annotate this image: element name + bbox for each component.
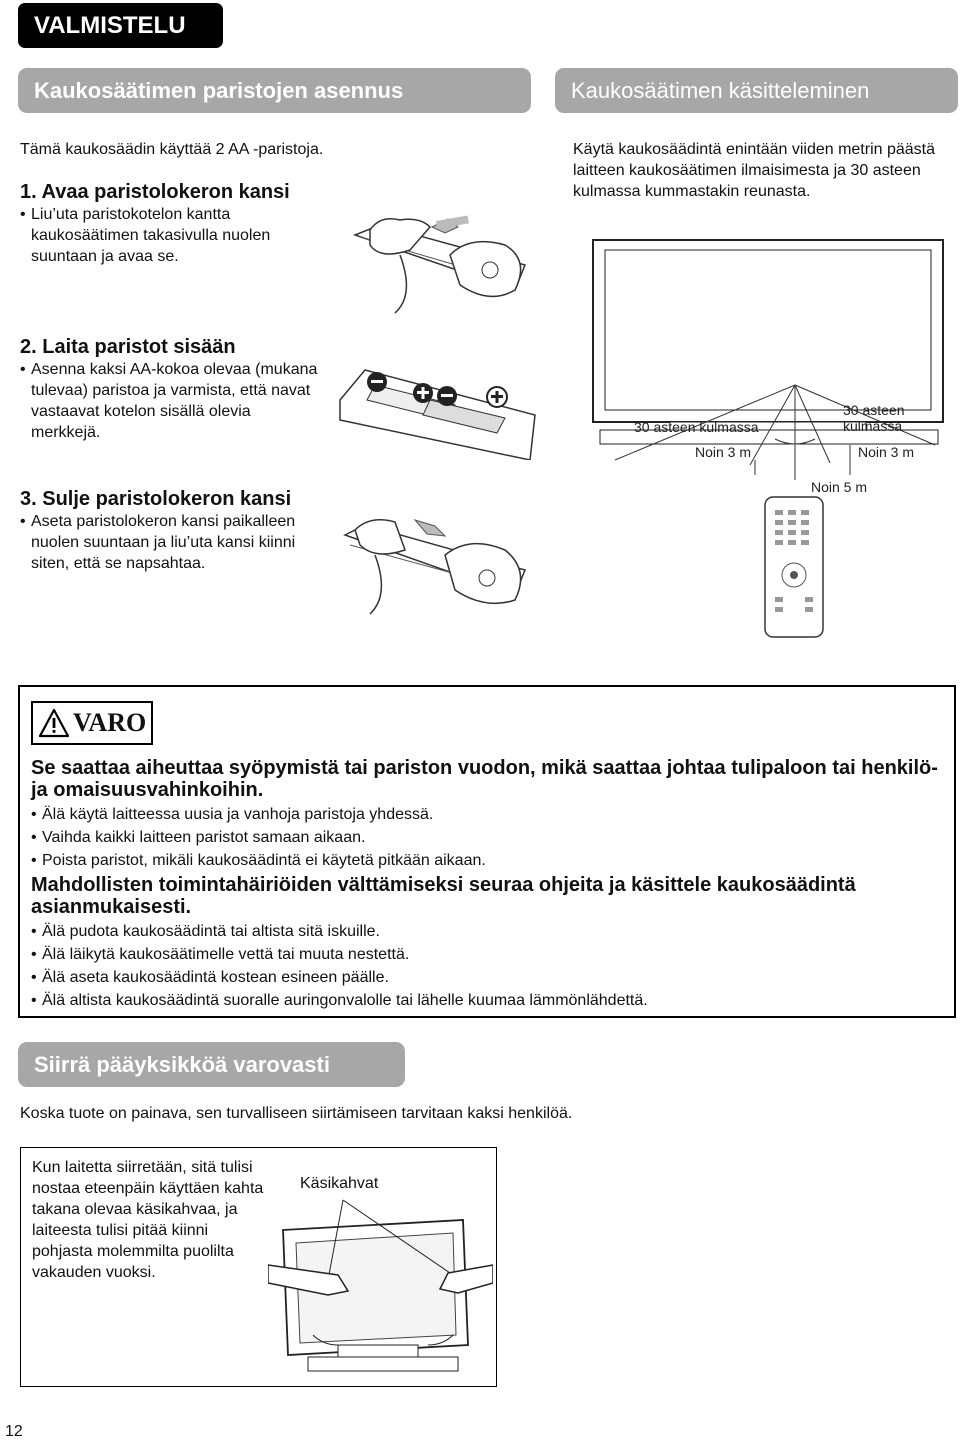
step-3-bullets (20, 511, 318, 574)
step-2 (20, 335, 330, 443)
tv-carry-illustration (268, 1195, 493, 1385)
caution-list-2 (31, 920, 946, 1012)
remote-close-cover-illustration (335, 510, 555, 615)
section-title-battery: Kaukosäätimen paristojen asennus (18, 68, 531, 113)
step-1 (20, 180, 330, 267)
caution-badge (31, 701, 153, 745)
distance-right-label: Noin 3 m (858, 444, 915, 460)
step-1-heading: 1. Avaa paristolokeron kansi (20, 181, 290, 203)
caution-content-2 (31, 874, 946, 1012)
battery-intro: Tämä kaukosäädin käyttää 2 AA -paristoja. (20, 141, 324, 158)
arrow-icon (415, 520, 445, 536)
caution-heading-2: Mahdollisten toimintahäiriöiden välttämiseksi seuraa ohjeita ja käsittele kaukosäädintä asianmukaisesti. (31, 874, 856, 918)
step-3-bullet: • Aseta paristolokeron kansi paikalleen nuolen suuntaan ja liu’uta kansi kiinni siten, että se napsahtaa. (20, 511, 318, 574)
step-3-heading: 3. Sulje paristolokeron kansi (20, 488, 292, 510)
caution-heading-1: Se saattaa aiheuttaa syöpymistä tai pariston vuodon, mikä saattaa johtaa tulipaloon tai henkilö- ja omaisuusvahinkoihin. (31, 757, 938, 801)
angle-left-label: 30 asteen kulmassa (634, 419, 759, 435)
distance-center-label: Noin 5 m (811, 479, 868, 495)
step-3 (20, 487, 330, 574)
distance-left-label: Noin 3 m (695, 444, 752, 460)
section-title-handling: Kaukosäätimen käsitteleminen (555, 68, 958, 113)
page-title: VALMISTELU (18, 3, 223, 48)
step-1-bullet: • Liu’uta paristokotelon kantta kaukosäätimen takasivulla nuolen suuntaan ja avaa se. (20, 204, 295, 267)
warning-icon (38, 708, 70, 738)
angle-right-label-line2: kulmassa (843, 418, 903, 434)
step-2-bullets (20, 359, 318, 443)
section-title-move: Siirrä pääyksikköä varovasti (18, 1042, 405, 1087)
step-1-bullets (20, 204, 295, 267)
caution-list-2-item: • Älä altista kaukosäädintä suoralle auringonvalolle tai lähelle kuumaa lämmönlähdettä. (31, 989, 946, 1012)
caution-content-1 (31, 757, 946, 872)
angle-right-label-line1: 30 asteen (843, 402, 905, 418)
handle-label: Käsikahvat (300, 1175, 379, 1192)
battery-insert-illustration (335, 360, 545, 460)
step-2-heading: 2. Laita paristot sisään (20, 336, 236, 358)
move-intro: Koska tuote on painava, sen turvalliseen siirtämiseen tarvitaan kaksi henkilöä. (20, 1105, 573, 1122)
caution-list-1 (31, 803, 946, 872)
caution-badge-text: VARO (73, 708, 147, 737)
caution-list-1-item: • Älä käytä laitteessa uusia ja vanhoja paristoja yhdessä. (31, 803, 946, 826)
remote-open-cover-illustration (340, 205, 560, 315)
remote-range-diagram (575, 235, 955, 640)
caution-list-1-item: • Vaihda kaikki laitteen paristot samaan aikaan. (31, 826, 946, 849)
caution-list-2-item: • Älä aseta kaukosäädintä kostean esineen päälle. (31, 966, 946, 989)
caution-list-2-item: • Älä läikytä kaukosäätimelle vettä tai muuta nestettä. (31, 943, 946, 966)
step-2-bullet: • Asenna kaksi AA-kokoa olevaa (mukana tulevaa) paristoa ja varmista, että navat vastaavat kotelon sisällä olevia merkkejä. (20, 359, 318, 443)
page-number: 12 (5, 1423, 23, 1440)
handling-intro: Käytä kaukosäädintä enintään viiden metrin päästä laitteen kaukosäätimen ilmaisimesta ja 30 asteen kulmassa kummastakin reunasta. (573, 141, 936, 200)
move-box-text: Kun laitetta siirretään, sitä tulisi nostaa eteenpäin käyttäen kahta takana olevaa käsikahvaa, ja laiteesta tulisi pitää kiinni pohjasta molemmilta puolilta vakauden vuoksi. (32, 1159, 264, 1281)
caution-list-2-item: • Älä pudota kaukosäädintä tai altista sitä iskuille. (31, 920, 946, 943)
caution-list-1-item: • Poista paristot, mikäli kaukosäädintä ei käytetä pitkään aikaan. (31, 849, 946, 872)
